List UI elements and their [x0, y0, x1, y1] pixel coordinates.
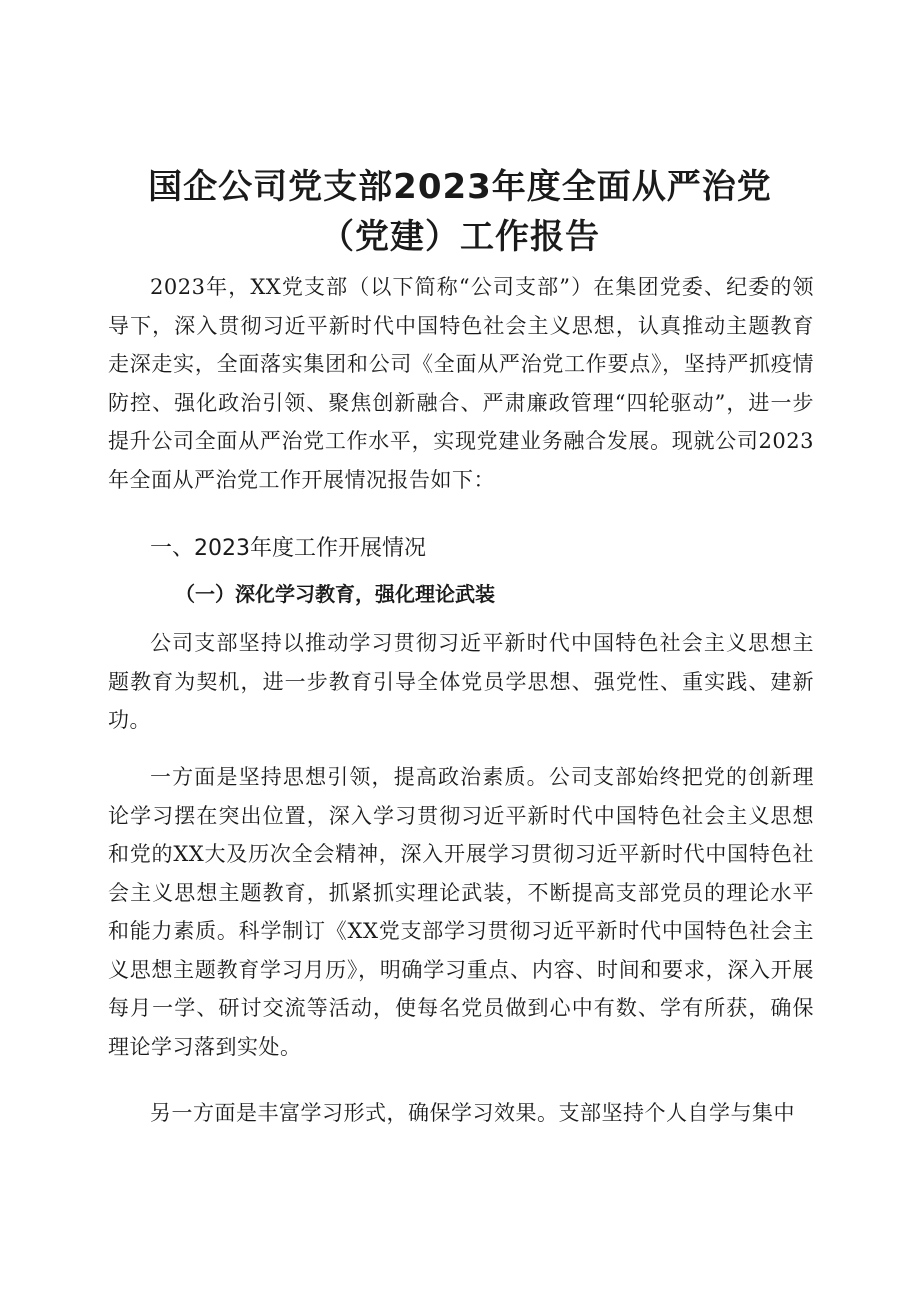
subsection-1-paragraph-a: 一方面是坚持思想引领，提高政治素质。公司支部始终把党的创新理论学习摆在突出位置，深入学习贯彻习近平新时代中国特色社会主义思想和党的XX大及历次全会精神，深入开展学习贯彻习近平新时代中国特色社会主义思想主题教育，抓紧抓实理论武装，不断提高支部党员的理论水平和能力素质。科学制订《XX党支部学习贯彻习近平新时代中国特色社会主义思想主题教育学习月历》，明确学习重点、内容、时间和要求，深入开展每月一学、研讨交流等活动，使每名党员做到心中有数、学有所获，确保理论学习落到实处。 [108, 765, 814, 1059]
section-1-heading: 一、2023年度工作开展情况 [150, 536, 426, 561]
subsection-1-heading: （一）深化学习教育，强化理论武装 [175, 582, 495, 606]
intro-paragraph: 2023年，XX党支部（以下简称“公司支部”）在集团党委、纪委的领导下，深入贯彻习近平新时代中国特色社会主义思想，认真推动主题教育走深走实，全面落实集团和公司《全面从严治党工作要点》，坚持严抓疫情防控、强化政治引领、聚焦创新融合、严肃廉政管理“四轮驱动”，进一步提升公司全面从严治党工作水平，实现党建业务融合发展。现就公司2023年全面从严治党工作开展情况报告如下： [108, 275, 814, 492]
document-title: 国企公司党支部2023年度全面从严治党（党建）工作报告 [148, 167, 772, 257]
subsection-1-lead-paragraph: 公司支部坚持以推动学习贯彻习近平新时代中国特色社会主义思想主题教育为契机，进一步教育引导全体党员学思想、强党性、重实践、建新功。 [108, 631, 814, 732]
subsection-1-paragraph-b: 另一方面是丰富学习形式，确保学习效果。支部坚持个人自学与集中 [150, 1101, 795, 1125]
